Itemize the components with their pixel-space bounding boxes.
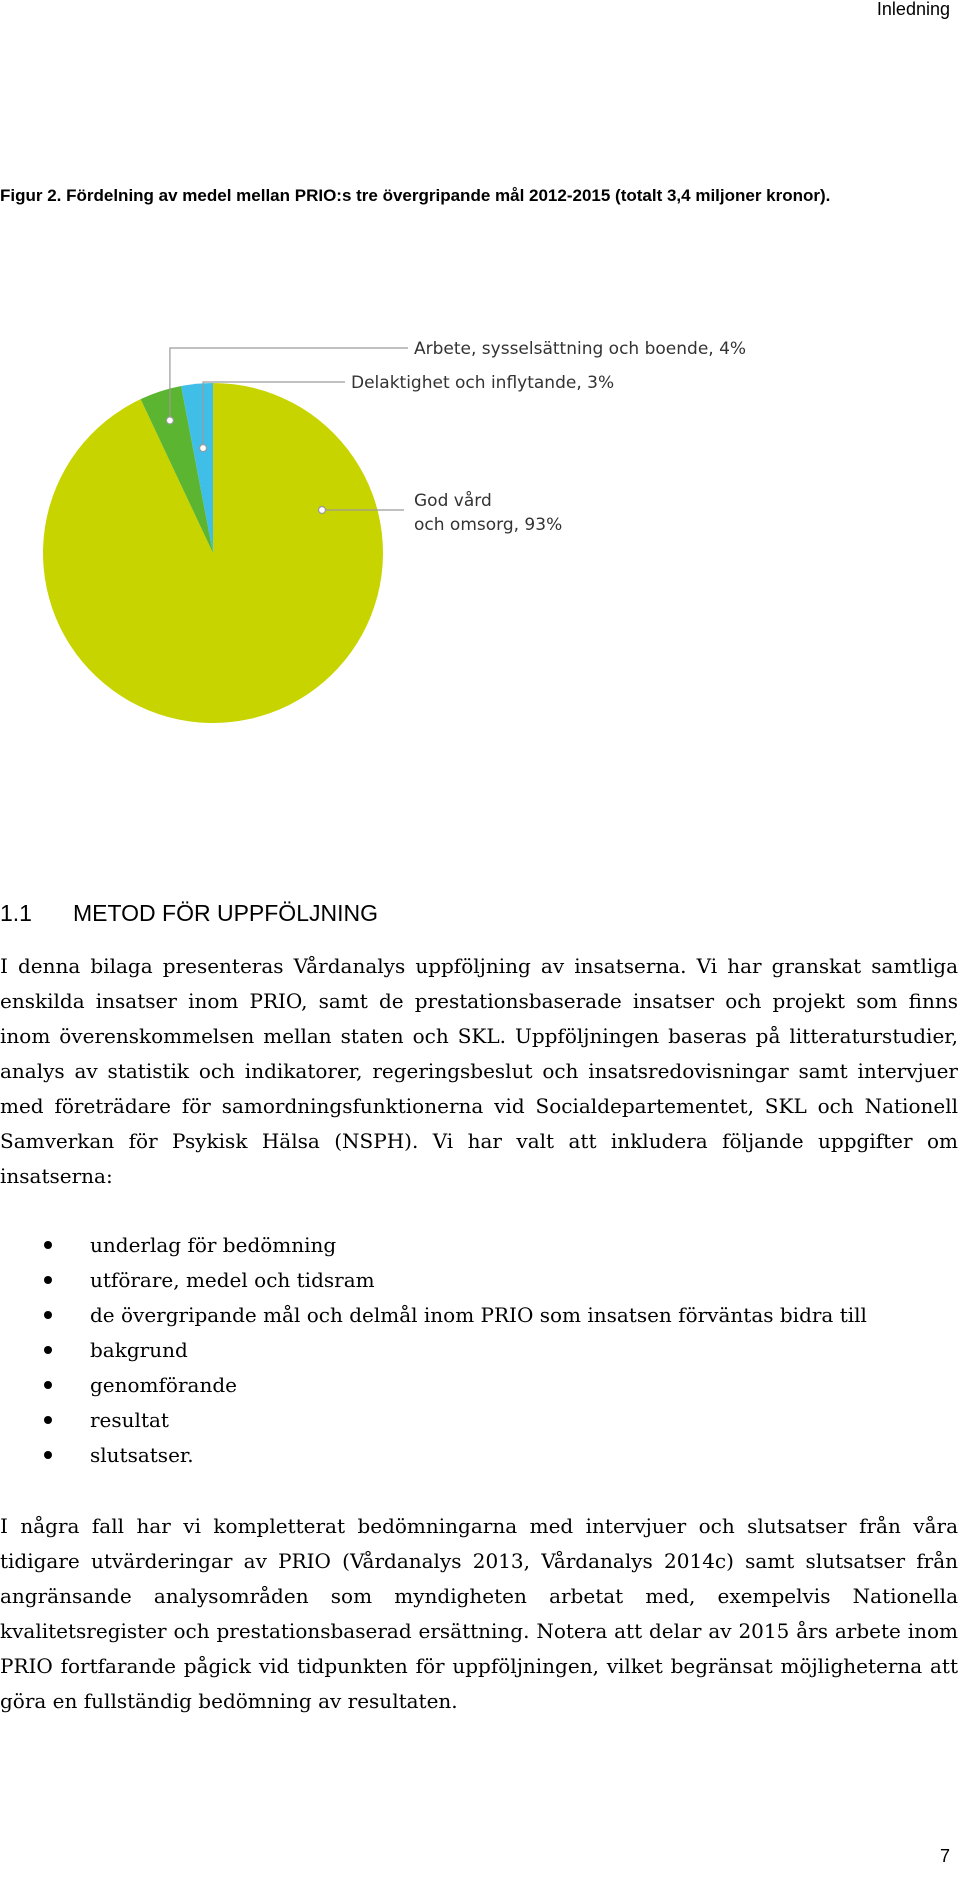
list-item: bakgrund (0, 1333, 867, 1368)
followup-paragraph: I några fall har vi kompletterat bedömningarna med intervjuer och slutsatser från våra tidigare utvärderingar av PRIO (Vårdanalys 2013, Vårdanalys 2014c) samt slutsatser från angränsande analysområden som myndigheten arbetat med, exempelvis Nationella kvalitetsregister och prestationsbaserad ersättning. Notera att delar av 2015 års arbete inom PRIO fortfarande pågick vid tidpunkten för uppföljningen, vilket begränsat möjligheterna att göra en fullständig bedömning av resultaten. (0, 1514, 958, 1713)
bullet-icon (44, 1276, 52, 1284)
section-title: METOD FÖR UPPFÖLJNING (73, 900, 378, 926)
label-god-vard: God vård och omsorg, 93% (414, 491, 563, 535)
section-heading (0, 898, 378, 928)
task-list (0, 1228, 867, 1473)
list-item: underlag för bedömning (0, 1228, 867, 1263)
list-item: genomförande (0, 1368, 867, 1403)
intro-paragraph: I denna bilaga presenteras Vårdanalys uppföljning av insatserna. Vi har granskat samtliga enskilda insatser inom PRIO, samt de prestationsbaserade insatser och projekt som finns inom överenskommelsen mellan staten och SKL. Uppföljningen baseras på litteraturstudier, analys av statistik och indikatorer, regeringsbeslut och insatsredovisningar samt intervjuer med företrädare för samordningsfunktionerna vid Socialdepartementet, SKL och Nationell Samverkan för Psykisk Hälsa (NSPH). Vi har valt att inkludera följande uppgifter om insatserna: (0, 954, 958, 1188)
list-item: resultat (0, 1403, 867, 1438)
leader-marker-delaktighet (200, 445, 207, 452)
pie-chart (0, 320, 960, 740)
bullet-icon (44, 1346, 52, 1354)
bullet-icon (44, 1416, 52, 1424)
list-item: utförare, medel och tidsram (0, 1263, 867, 1298)
section-number: 1.1 (0, 900, 32, 926)
label-delaktighet: Delaktighet och inflytande, 3% (351, 373, 615, 393)
page-number: 7 (939, 1846, 950, 1866)
figure-caption: Figur 2. Fördelning av medel mellan PRIO:s tre övergripande mål 2012-2015 (totalt 3,4 miljoner kronor). (0, 186, 831, 205)
bullet-icon (44, 1451, 52, 1459)
list-item: slutsatser. (0, 1438, 867, 1473)
label-arbete: Arbete, sysselsättning och boende, 4% (414, 339, 747, 359)
bullet-icon (44, 1311, 52, 1319)
bullet-icon (44, 1241, 52, 1249)
leader-marker-arbete (166, 417, 173, 424)
list-item: de övergripande mål och delmål inom PRIO som insatsen förväntas bidra till (0, 1298, 867, 1333)
running-header: Inledning (876, 0, 950, 19)
leader-marker-god-vard (319, 507, 326, 514)
bullet-icon (44, 1381, 52, 1389)
